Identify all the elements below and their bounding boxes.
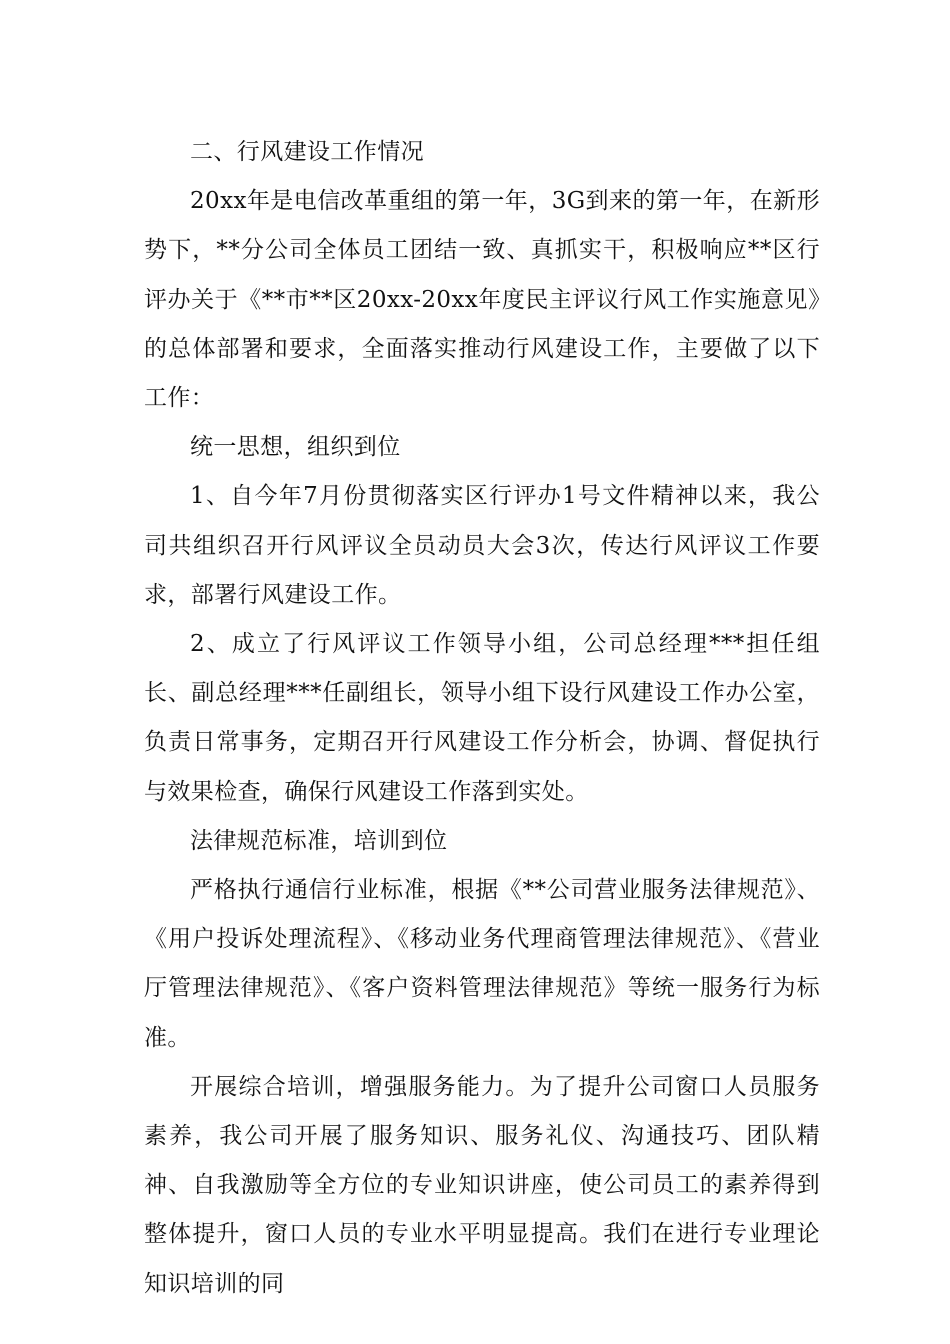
- training-paragraph: 开展综合培训，增强服务能力。为了提升公司窗口人员服务素养，我公司开展了服务知识、服务礼仪、沟通技巧、团队精神、自我激励等全方位的专业知识讲座，使公司员工的素养得到整体提升，窗口人员的专业水平明显提高。我们在进行专业理论知识培训的同: [144, 1073, 820, 1297]
- document-body: [144, 128, 820, 1309]
- intro-paragraph: 20xx年是电信改革重组的第一年，3G到来的第一年，在新形势下，**分公司全体员工团结一致、真抓实干，积极响应**区行评办关于《**市**区20xx-20xx年度民主评议行风工作实施意见》的总体部署和要求，全面落实推动行风建设工作，主要做了以下工作：: [144, 188, 820, 412]
- standards-paragraph: 严格执行通信行业标准，根据《**公司营业服务法律规范》、《用户投诉处理流程》、《移动业务代理商管理法律规范》、《营业厅管理法律规范》、《客户资料管理法律规范》等统一服务行为标准。: [144, 877, 820, 1051]
- item-2-paragraph: 2、成立了行风评议工作领导小组，公司总经理***担任组长、副总经理***任副组长，领导小组下设行风建设工作办公室，负责日常事务，定期召开行风建设工作分析会，协调、督促执行与效果检查，确保行风建设工作落到实处。: [144, 631, 820, 805]
- subheading-organization: 统一思想，组织到位: [190, 434, 401, 461]
- subheading-standards: 法律规范标准，培训到位: [190, 827, 448, 854]
- item-1-paragraph: 1、自今年7月份贯彻落实区行评办1号文件精神以来，我公司共组织召开行风评议全员动员大会3次，传达行风评议工作要求，部署行风建设工作。: [144, 483, 820, 608]
- section-title: 二、行风建设工作情况: [190, 139, 424, 165]
